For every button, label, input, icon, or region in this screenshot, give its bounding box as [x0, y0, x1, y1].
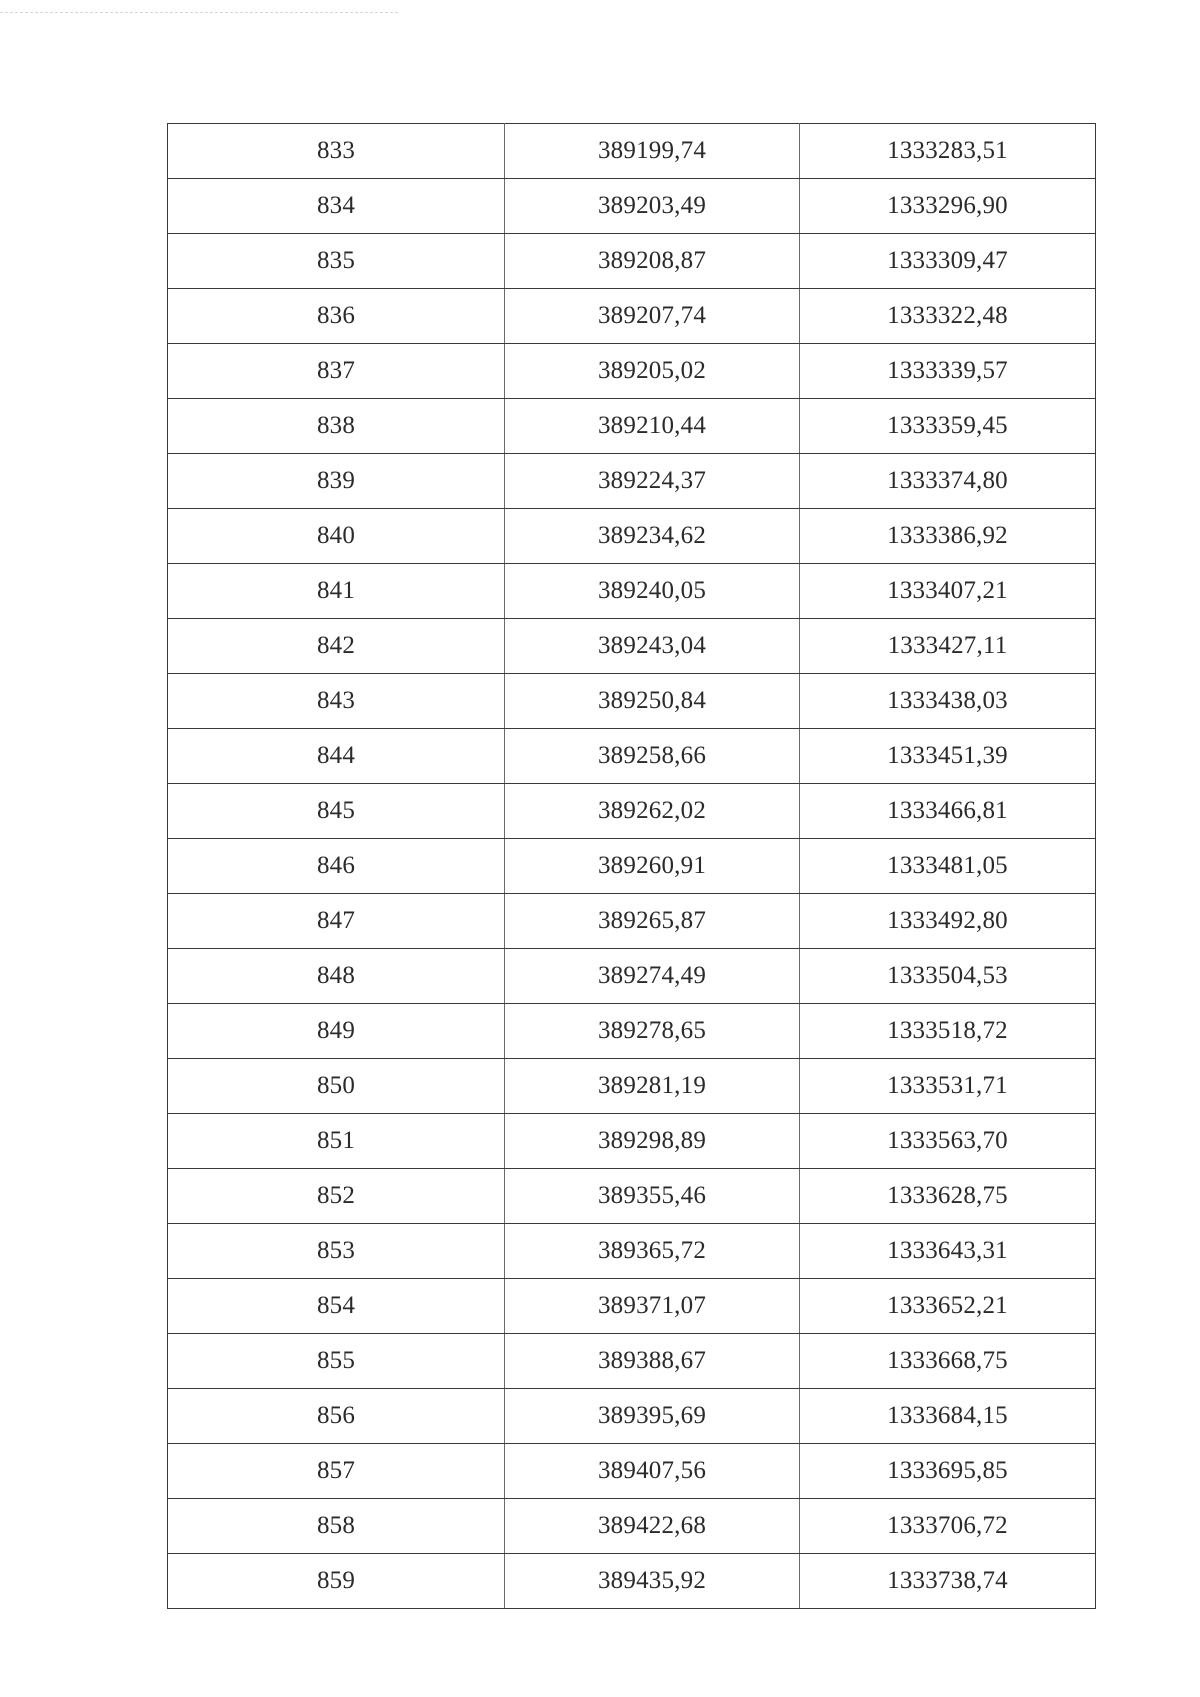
y-coordinate-cell: 1333684,15	[800, 1389, 1096, 1444]
y-coordinate-cell: 1333518,72	[800, 1004, 1096, 1059]
point-number-cell: 840	[168, 509, 505, 564]
y-coordinate-cell: 1333309,47	[800, 234, 1096, 289]
y-coordinate-cell: 1333407,21	[800, 564, 1096, 619]
x-coordinate-cell: 389262,02	[505, 784, 800, 839]
y-coordinate-cell: 1333339,57	[800, 344, 1096, 399]
point-number-cell: 853	[168, 1224, 505, 1279]
y-coordinate-cell: 1333481,05	[800, 839, 1096, 894]
x-coordinate-cell: 389210,44	[505, 399, 800, 454]
table-row	[168, 1389, 1096, 1444]
point-number-cell: 857	[168, 1444, 505, 1499]
point-number-cell: 845	[168, 784, 505, 839]
x-coordinate-cell: 389205,02	[505, 344, 800, 399]
table-row	[168, 1499, 1096, 1554]
x-coordinate-cell: 389243,04	[505, 619, 800, 674]
table-row	[168, 399, 1096, 454]
point-number-cell: 850	[168, 1059, 505, 1114]
table-row	[168, 509, 1096, 564]
table-row	[168, 729, 1096, 784]
table-row	[168, 454, 1096, 509]
point-number-cell: 855	[168, 1334, 505, 1389]
y-coordinate-cell: 1333628,75	[800, 1169, 1096, 1224]
table-row	[168, 619, 1096, 674]
x-coordinate-cell: 389203,49	[505, 179, 800, 234]
point-number-cell: 859	[168, 1554, 505, 1609]
point-number-cell: 846	[168, 839, 505, 894]
point-number-cell: 854	[168, 1279, 505, 1334]
x-coordinate-cell: 389388,67	[505, 1334, 800, 1389]
coordinates-table	[167, 123, 1096, 1609]
table-row	[168, 564, 1096, 619]
y-coordinate-cell: 1333438,03	[800, 674, 1096, 729]
x-coordinate-cell: 389260,91	[505, 839, 800, 894]
point-number-cell: 849	[168, 1004, 505, 1059]
y-coordinate-cell: 1333643,31	[800, 1224, 1096, 1279]
y-coordinate-cell: 1333427,11	[800, 619, 1096, 674]
point-number-cell: 843	[168, 674, 505, 729]
x-coordinate-cell: 389258,66	[505, 729, 800, 784]
y-coordinate-cell: 1333466,81	[800, 784, 1096, 839]
x-coordinate-cell: 389207,74	[505, 289, 800, 344]
y-coordinate-cell: 1333563,70	[800, 1114, 1096, 1169]
y-coordinate-cell: 1333492,80	[800, 894, 1096, 949]
x-coordinate-cell: 389278,65	[505, 1004, 800, 1059]
table-row	[168, 1169, 1096, 1224]
point-number-cell: 836	[168, 289, 505, 344]
table-row	[168, 124, 1096, 179]
y-coordinate-cell: 1333359,45	[800, 399, 1096, 454]
table-row	[168, 1444, 1096, 1499]
x-coordinate-cell: 389371,07	[505, 1279, 800, 1334]
scan-artifact-line	[0, 12, 400, 13]
y-coordinate-cell: 1333668,75	[800, 1334, 1096, 1389]
x-coordinate-cell: 389435,92	[505, 1554, 800, 1609]
table-row	[168, 1114, 1096, 1169]
y-coordinate-cell: 1333504,53	[800, 949, 1096, 1004]
x-coordinate-cell: 389355,46	[505, 1169, 800, 1224]
table-row	[168, 674, 1096, 729]
table-row	[168, 1059, 1096, 1114]
point-number-cell: 842	[168, 619, 505, 674]
y-coordinate-cell: 1333322,48	[800, 289, 1096, 344]
x-coordinate-cell: 389234,62	[505, 509, 800, 564]
point-number-cell: 833	[168, 124, 505, 179]
table-row	[168, 179, 1096, 234]
point-number-cell: 851	[168, 1114, 505, 1169]
y-coordinate-cell: 1333386,92	[800, 509, 1096, 564]
y-coordinate-cell: 1333738,74	[800, 1554, 1096, 1609]
y-coordinate-cell: 1333531,71	[800, 1059, 1096, 1114]
table-row	[168, 839, 1096, 894]
coordinates-table-body	[168, 124, 1096, 1609]
point-number-cell: 838	[168, 399, 505, 454]
x-coordinate-cell: 389224,37	[505, 454, 800, 509]
point-number-cell: 852	[168, 1169, 505, 1224]
x-coordinate-cell: 389407,56	[505, 1444, 800, 1499]
point-number-cell: 835	[168, 234, 505, 289]
x-coordinate-cell: 389250,84	[505, 674, 800, 729]
x-coordinate-cell: 389395,69	[505, 1389, 800, 1444]
point-number-cell: 839	[168, 454, 505, 509]
table-row	[168, 949, 1096, 1004]
table-row	[168, 1224, 1096, 1279]
point-number-cell: 841	[168, 564, 505, 619]
point-number-cell: 858	[168, 1499, 505, 1554]
x-coordinate-cell: 389265,87	[505, 894, 800, 949]
x-coordinate-cell: 389240,05	[505, 564, 800, 619]
y-coordinate-cell: 1333283,51	[800, 124, 1096, 179]
x-coordinate-cell: 389281,19	[505, 1059, 800, 1114]
table-row	[168, 784, 1096, 839]
y-coordinate-cell: 1333706,72	[800, 1499, 1096, 1554]
y-coordinate-cell: 1333451,39	[800, 729, 1096, 784]
point-number-cell: 847	[168, 894, 505, 949]
table-row	[168, 1554, 1096, 1609]
table-row	[168, 1279, 1096, 1334]
x-coordinate-cell: 389422,68	[505, 1499, 800, 1554]
point-number-cell: 834	[168, 179, 505, 234]
y-coordinate-cell: 1333374,80	[800, 454, 1096, 509]
x-coordinate-cell: 389274,49	[505, 949, 800, 1004]
point-number-cell: 844	[168, 729, 505, 784]
y-coordinate-cell: 1333695,85	[800, 1444, 1096, 1499]
x-coordinate-cell: 389365,72	[505, 1224, 800, 1279]
y-coordinate-cell: 1333652,21	[800, 1279, 1096, 1334]
x-coordinate-cell: 389208,87	[505, 234, 800, 289]
x-coordinate-cell: 389199,74	[505, 124, 800, 179]
table-row	[168, 1334, 1096, 1389]
point-number-cell: 848	[168, 949, 505, 1004]
x-coordinate-cell: 389298,89	[505, 1114, 800, 1169]
table-row	[168, 894, 1096, 949]
table-row	[168, 1004, 1096, 1059]
table-row	[168, 234, 1096, 289]
point-number-cell: 856	[168, 1389, 505, 1444]
point-number-cell: 837	[168, 344, 505, 399]
table-row	[168, 289, 1096, 344]
table-row	[168, 344, 1096, 399]
y-coordinate-cell: 1333296,90	[800, 179, 1096, 234]
